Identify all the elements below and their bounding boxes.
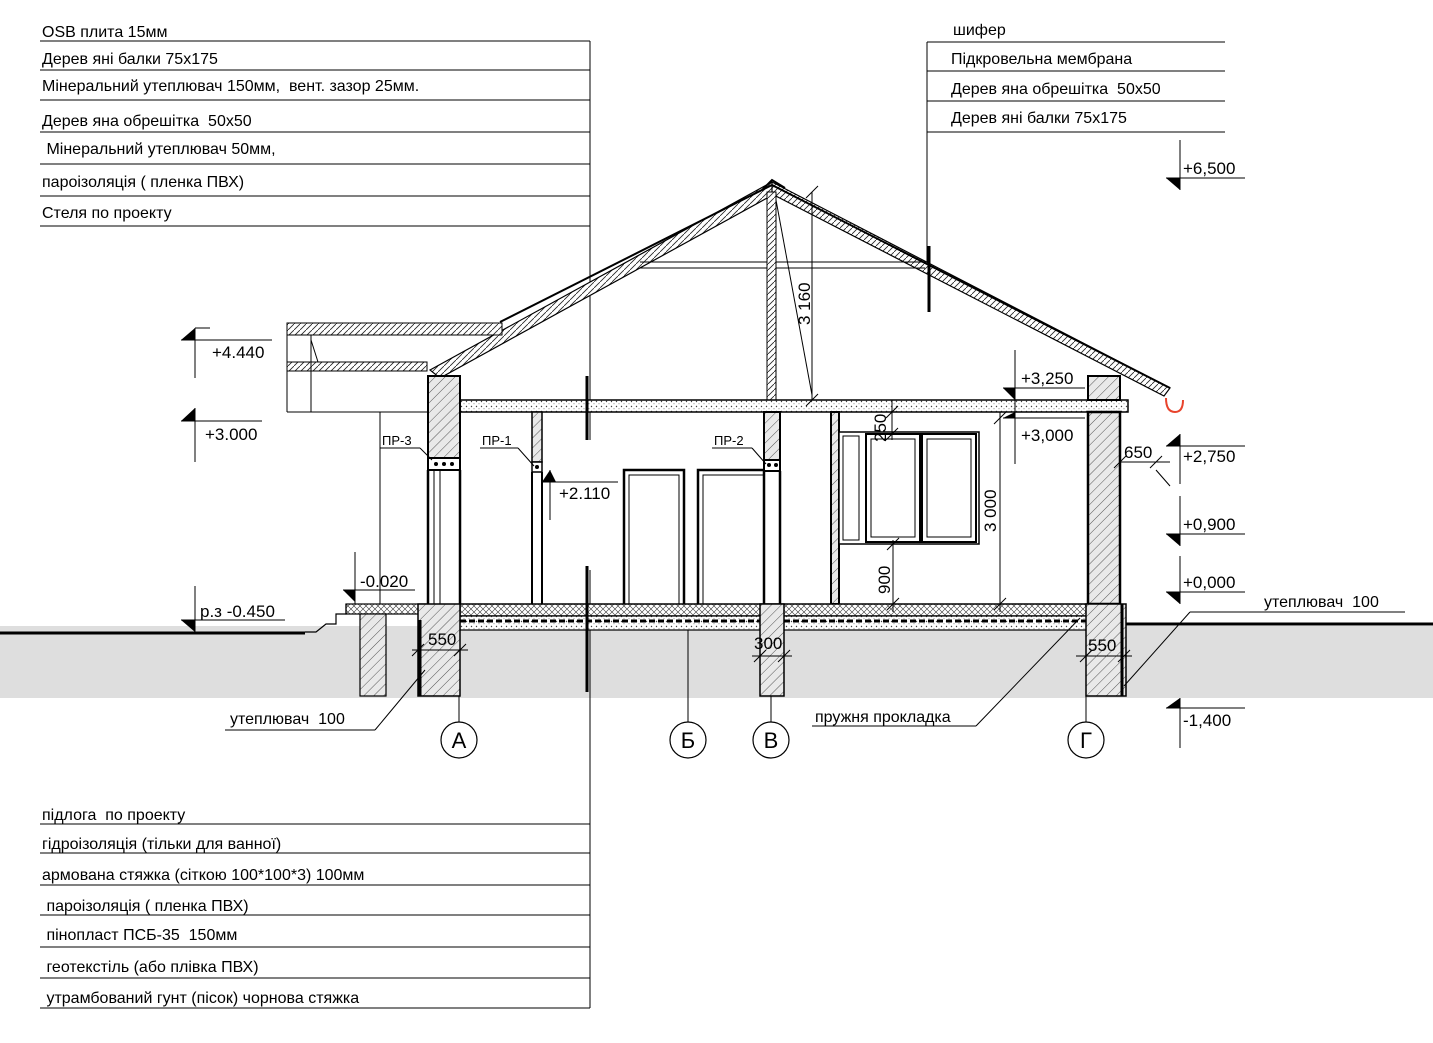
lintel-label-pr1: ПР-1 (482, 433, 512, 448)
callout-mineral-50: Мінеральний утеплювач 50мм, (42, 141, 276, 158)
dim-650: 650 (1124, 443, 1153, 462)
callout-compacted-soil: утрамбований гунт (пісок) чорнова стяжка (42, 990, 360, 1007)
note-insulation-left: утеплювач 100 (230, 711, 345, 728)
level-minus-1400: -1,400 (1183, 711, 1232, 730)
dim-300: 300 (754, 634, 783, 653)
lintel-label-pr3: ПР-3 (382, 433, 412, 448)
lintel-label-pr2: ПР-2 (714, 433, 744, 448)
callout-slate: шифер (953, 22, 1006, 39)
level-3000-right: +3,000 (1021, 426, 1074, 445)
lean-to-roof (287, 323, 502, 335)
dim-900: 900 (875, 565, 894, 594)
dim-550-g: 550 (1088, 636, 1117, 655)
dim-550-a: 550 (428, 630, 457, 649)
level-2750: +2,750 (1183, 447, 1236, 466)
callout-polystyrene: пінопласт ПСБ-35 150мм (42, 927, 238, 944)
door-1 (624, 470, 684, 604)
callout-battens: Дерев яна обрешітка 50х50 (42, 113, 252, 130)
ground-band (0, 626, 1433, 698)
door-2 (698, 470, 764, 604)
partition-pr2 (764, 412, 780, 460)
window-frame (839, 432, 979, 544)
callout-beams: Дерев яні балки 75х175 (42, 51, 218, 68)
axis-label-v: В (763, 728, 779, 753)
callout-mineral-150: Мінеральний утеплювач 150мм, вент. зазор 25мм. (42, 78, 420, 95)
level-6500: +6,500 (1183, 159, 1236, 178)
level-3000-left: +3.000 (205, 425, 258, 444)
callout-ceiling: Стеля по проекту (42, 205, 172, 222)
level-2110: +2.110 (559, 484, 611, 503)
partition-pr1 (532, 412, 542, 462)
level-ground: р.з -0.450 (200, 602, 275, 621)
callout-waterproofing: гідроізоляція (тільки для ванної) (42, 836, 282, 853)
wall-a-upper (428, 376, 460, 458)
callout-membrane: Підкровельна мембрана (951, 51, 1133, 68)
callout-vapour-barrier: пароізоляція ( пленка ПВХ) (42, 174, 245, 191)
callout-beams-right: Дерев яні балки 75х175 (951, 110, 1127, 127)
openings (624, 432, 979, 604)
note-spring-pad: пружня прокладка (815, 709, 951, 726)
note-insulation-right: утеплювач 100 (1264, 594, 1379, 611)
axis-label-g: Г (1080, 728, 1092, 753)
axis-markers (441, 696, 1104, 758)
callout-screed: армована стяжка (сіткою 100*100*3) 100мм (42, 867, 365, 884)
porch-slab (346, 604, 428, 614)
dimension-lines (412, 186, 1170, 662)
level-0900: +0,900 (1183, 515, 1236, 534)
dim-3000: 3 000 (981, 489, 1000, 532)
roof-build-up-callouts (40, 24, 590, 440)
axis-label-a: А (451, 728, 467, 753)
callout-geotextile: геотекстіль (або плівка ПВХ) (42, 959, 259, 976)
foundation-porch (360, 614, 386, 696)
roof-right-slope (772, 182, 1170, 396)
wall-g (1088, 412, 1120, 604)
level-3250: +3,250 (1021, 369, 1074, 388)
dim-250: 250 (871, 413, 890, 442)
callout-vapour-floor: пароізоляція ( пленка ПВХ) (42, 898, 249, 915)
partition-window (831, 412, 839, 604)
axis-label-b: Б (680, 728, 696, 753)
roof-left-slope (430, 182, 778, 378)
level-0000: +0,000 (1183, 573, 1236, 592)
callout-floor: підлога по проекту (42, 807, 186, 824)
ceiling-slab (453, 400, 1128, 412)
dim-3160: 3 160 (795, 282, 814, 325)
gutter (1166, 398, 1183, 412)
callout-osb: OSB плита 15мм (42, 24, 168, 41)
king-post (767, 192, 776, 400)
callout-battens-right: Дерев яна обрешітка 50х50 (951, 81, 1161, 98)
level-4440: +4.440 (212, 343, 265, 362)
level-minus-0020: -0.020 (360, 572, 409, 591)
